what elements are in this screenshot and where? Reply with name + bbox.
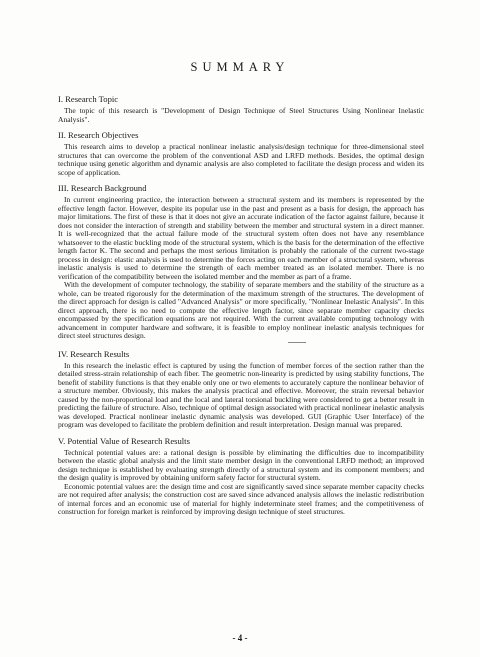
- section-heading: IV. Research Results: [58, 348, 130, 359]
- page-title: SUMMARY: [190, 60, 290, 74]
- section-heading: III. Research Background: [58, 183, 147, 193]
- paragraph: Technical potential values are: a rational design is possible by eliminating the difficulties due to incompatibility between the elastic global analysis and the limit state member design in the conventional LRFD method; an improved design technique is established by evaluating strength directly of a structural system and its component members; and the design quality is improved by obtaining uniform safety factor for structural system.: [58, 447, 424, 482]
- section-research-results: [58, 349, 424, 430]
- document-body: [58, 94, 424, 523]
- paragraph: Economic potential values are: the design time and cost are significantly saved since separate member capacity checks are not required after analysis; the construction cost are saved since advanced analysis allows the inelastic redistribution of internal forces and an economic use of material for highly indeterminate steel frames; and the competitiveness of construction for foreign market is reinforced by improving design technique of steel structures.: [58, 481, 424, 516]
- paragraph: In current engineering practice, the interaction between a structural system and its members is represented by the effective length factor. However, despite its popular use in the past and present as a basis for design, the approach has major limitations. The first of these is that it does not give an accurate indication of the factor against failure, because it does not consider the interaction of strength and stability between the member and structural system in a direct manner. It is well-recognized that the actual failure mode of the structural system often does not have any resemblance whatsoever to the elastic buckling mode of the structural system, which is the basis for the determination of the effective length factor K. The second and perhaps the most serious limitation is probably the rationale of the current two-stage process in design: elastic analysis is used to determine the forces acting on each member of a structural system, whereas inelastic analysis is used to determine the strength of each member treated as an isolated member. There is no verification of the compatibility between the isolated member and the member as part of a frame.: [58, 195, 424, 281]
- paragraph: This research aims to develop a practical nonlinear inelastic analysis/design technique for three-dimensional steel structures that can overcome the problem of the conventional ASD and LRFD methods. Besides, the optimal design technique using genetic algorithm and dynamic analysis are also completed to facilitate the design process and widen its scope of application.: [58, 142, 424, 177]
- section-heading: II. Research Objectives: [58, 130, 139, 140]
- section-heading: I. Research Topic: [58, 94, 119, 104]
- section-research-background: [58, 183, 424, 343]
- paragraph: The topic of this research is "Development of Design Technique of Steel Structures Using Nonlinear Inelastic Analysis".: [58, 106, 424, 124]
- section-heading: V. Potential Value of Research Results: [58, 435, 190, 446]
- page-number: - 4 -: [232, 633, 248, 643]
- paragraph: With the development of computer technology, the stability of separate members and the stability of the structure as a whole, can be treated rigorously for the determination of the maximum strength of the structures. The development of the direct approach for design is called "Advanced Analysis" or more specifically, "Nonlinear Inelastic Analysis". In this direct approach, there is no need to compute the effective length factor, since separate member capacity checks encompassed by the specification equations are not required. With the current available computing technology with advancement in computer hardware and software, it is feasible to employ nonlinear inelastic analysis techniques for direct steel structures design.: [58, 280, 424, 340]
- section-potential-value: [58, 436, 424, 517]
- paragraph: In this research the inelastic effect is captured by using the function of member forces of the section rather than the detailed stress-strain relationship of each fiber. The geometric non-linearity is predicted by using stability functions, The benefit of stability functions is that they enable only one or two elements to accurately capture the nonlinear behavior of a structure member. Obviously, this makes the analysis practical and effective. Moreover, the strain reversal behavior caused by the non-proportional load and the local and lateral torsional buckling were considered to get a better result in predicting the failure of structure. Also, technique of optimal design associated with practical nonlinear inelastic analysis was developed. Practical nonlinear inelastic dynamic analysis was developed. GUI (Graphic User Interface) of the program was developed to facilitate the problem definition and result interpretation. Design manual was prepared.: [58, 360, 424, 429]
- section-research-topic: [58, 94, 424, 124]
- section-research-objectives: [58, 130, 424, 177]
- section-divider: [288, 342, 306, 343]
